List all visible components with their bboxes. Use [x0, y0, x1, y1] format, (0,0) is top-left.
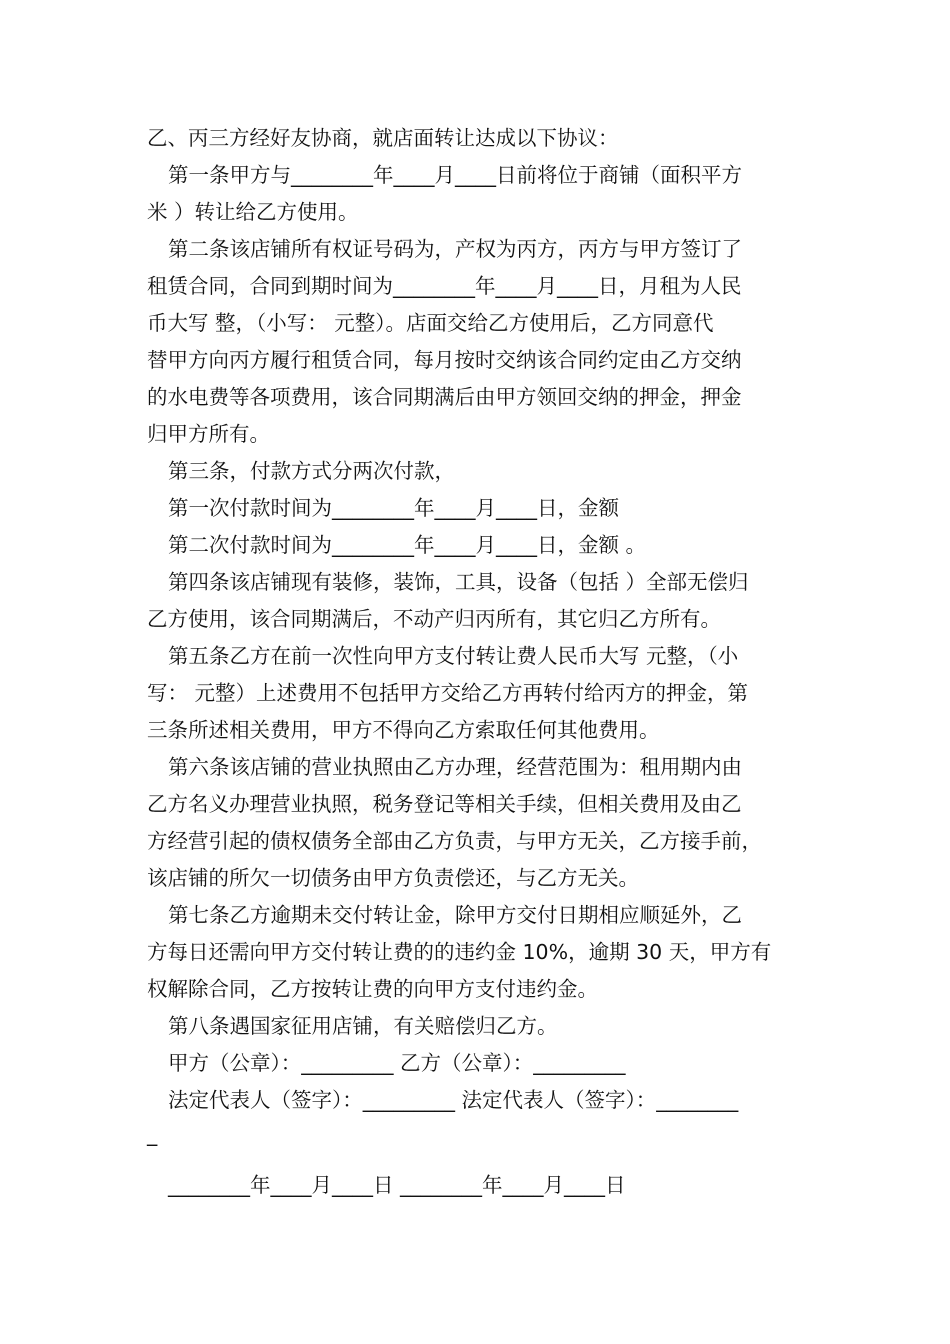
article-1-line-2: 米 ）转让给乙方使用。 [147, 200, 359, 224]
article-7-line-3: 权解除合同，乙方按转让费的向甲方支付违约金。 [147, 977, 598, 1001]
article-6-line-2: 乙方名义办理营业执照，税务登记等相关手续，但相关费用及由乙 [147, 792, 742, 816]
article-2-line-4: 替甲方向丙方履行租赁合同，每月按时交纳该合同约定由乙方交纳 [147, 348, 742, 372]
signing-date-line: ________年____月____日 ________年____月____日 [168, 1173, 626, 1197]
article-2-line-5: 的水电费等各项费用，该合同期满后由甲方领回交纳的押金，押金 [147, 385, 742, 409]
party-seal-line: 甲方（公章）：_________ 乙方（公章）：_________ [168, 1051, 626, 1075]
article-3-second-payment: 第二次付款时间为________年____月____日，金额 。 [168, 533, 647, 557]
article-5-line-3: 三条所述相关费用，甲方不得向乙方索取任何其他费用。 [147, 718, 660, 742]
article-2-line-6: 归甲方所有。 [147, 422, 270, 446]
article-4-line-1: 第四条该店铺现有装修，装饰，工具，设备（包括 ）全部无偿归 [168, 570, 749, 594]
intro-line: 乙、丙三方经好友协商，就店面转让达成以下协议： [147, 126, 619, 150]
article-5-line-1: 第五条乙方在前一次性向甲方支付转让费人民币大写 元整，（小 [168, 644, 739, 668]
article-6-line-3: 方经营引起的债权债务全部由乙方负责，与甲方无关，乙方接手前， [147, 829, 762, 853]
article-2-line-3: 币大写 整，（小写： 元整）。店面交给乙方使用后，乙方同意代 [147, 311, 714, 335]
article-6-line-4: 该店铺的所欠一切债务由甲方负责偿还，与乙方无关。 [147, 866, 639, 890]
article-5-line-2: 写： 元整）上述费用不包括甲方交给乙方再转付给丙方的押金，第 [147, 681, 749, 705]
article-2-line-1: 第二条该店铺所有权证号码为，产权为丙方，丙方与甲方签订了 [168, 237, 742, 261]
article-3-first-payment: 第一次付款时间为________年____月____日，金额 [168, 496, 619, 520]
article-8-line: 第八条遇国家征用店铺，有关赔偿归乙方。 [168, 1014, 558, 1038]
legal-rep-signature-line: 法定代表人（签字）：_________ 法定代表人（签字）：________ [168, 1088, 739, 1112]
spacer [147, 1149, 825, 1167]
article-7-line-1: 第七条乙方逾期未交付转让金，除甲方交付日期相应顺延外，乙 [168, 903, 742, 927]
article-6-line-1: 第六条该店铺的营业执照由乙方办理，经营范围为：租用期内由 [168, 755, 742, 779]
article-4-line-2: 乙方使用，该合同期满后，不动产归丙所有，其它归乙方所有。 [147, 607, 721, 631]
article-7-line-2: 方每日还需向甲方交付转让费的的违约金 10%，逾期 30 天，甲方有 [147, 940, 772, 964]
article-1-line-1: 第一条甲方与________年____月____日前将位于商铺（面积平方 [168, 163, 742, 187]
signature-underscore-overflow: _ [147, 1122, 158, 1146]
article-2-line-2: 租赁合同，合同到期时间为________年____月____日，月租为人民 [147, 274, 742, 298]
article-3-line-1: 第三条，付款方式分两次付款， [168, 459, 455, 483]
